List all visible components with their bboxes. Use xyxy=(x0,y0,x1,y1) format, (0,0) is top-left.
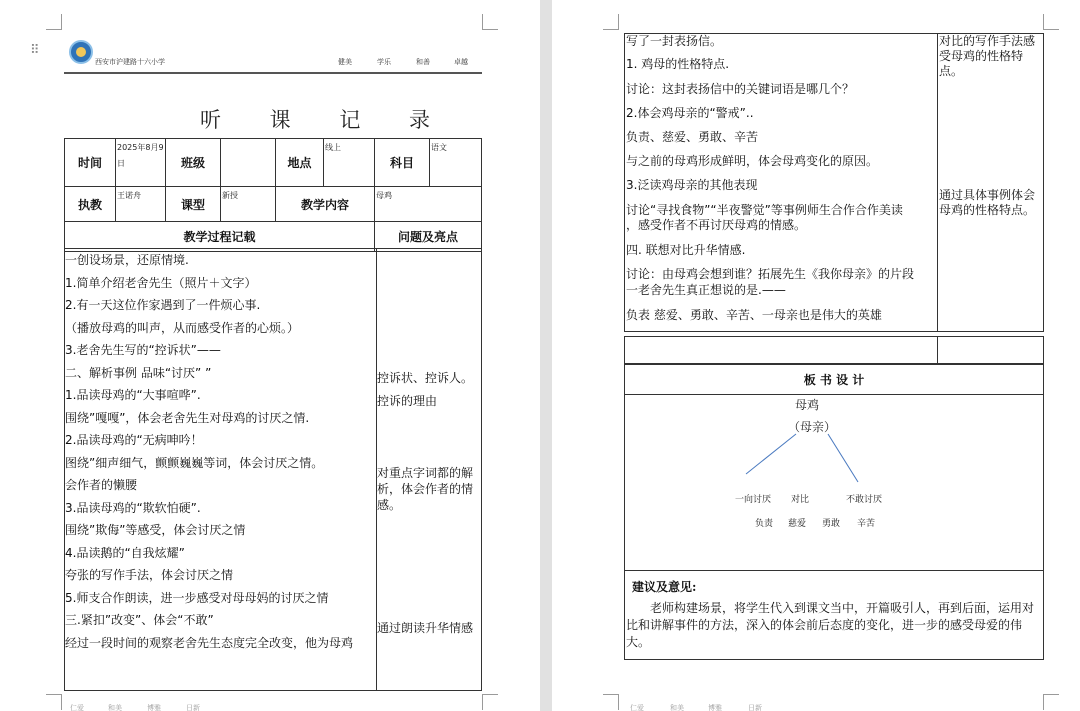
process-line: 与之前的母鸡形成鲜明，体会母鸡变化的原因。 xyxy=(626,154,879,168)
process-line: 一创设场景，还原情境. xyxy=(65,253,189,267)
process-line: 3.泛读鸡母亲的其他表现 xyxy=(626,178,758,192)
process-line: 讨论：这封表扬信中的关键词语是哪几个？ xyxy=(626,82,855,96)
crop-mark xyxy=(482,14,498,30)
board-top: 母鸡 xyxy=(795,398,820,412)
crop-mark xyxy=(603,14,619,30)
info-table xyxy=(64,138,482,252)
crop-mark xyxy=(1043,14,1059,30)
connector-line-right xyxy=(828,434,858,482)
time-label: 时间 xyxy=(65,139,116,187)
board-header: 板 书 设 计 xyxy=(625,365,1044,395)
teacher-value[interactable]: 王诺舟 xyxy=(116,187,166,222)
content-label: 教学内容 xyxy=(276,187,375,222)
process-line: 围绕”嘎嘎”，体会老舍先生对母鸡的讨厌之情. xyxy=(65,410,310,425)
school-logo xyxy=(69,40,93,64)
process-header: 教学过程记载 xyxy=(65,222,375,252)
crop-mark xyxy=(46,14,62,30)
crop-mark xyxy=(603,694,619,710)
advice-label: 建议及意见: xyxy=(632,580,697,594)
process-line: 1. 鸡母的性格特点. xyxy=(626,57,730,71)
footer-word: 和美 xyxy=(108,704,122,711)
footer-word: 仁爱 xyxy=(70,704,84,711)
process-line: 3.品读母鸡的“欺软怕硬”. xyxy=(65,500,201,515)
process-line: 二、解析事例 品味“讨厌” ” xyxy=(65,365,212,380)
process-line: 1.品读母鸡的“大事喧哗”. xyxy=(65,388,201,402)
footer-word: 和美 xyxy=(670,704,684,711)
board-trait: 勇敢 xyxy=(822,519,841,529)
footer-word: 日新 xyxy=(748,704,762,711)
title-char: 听 xyxy=(200,108,221,132)
teacher-label: 执教 xyxy=(65,187,116,222)
blank-cell[interactable] xyxy=(625,337,938,364)
school-name: 西安市沪建路十六小学 xyxy=(95,58,165,66)
drag-handle-icon[interactable]: ⠿ xyxy=(30,43,40,58)
process-line: 5.师支合作朗读，进一步感受对母母妈的讨厌之情 xyxy=(65,590,329,605)
process-line: 负表 慈爱、勇敢、辛苦、一母亲也是伟大的英雄 xyxy=(626,308,882,322)
type-label: 课型 xyxy=(166,187,221,222)
process-line: 讨论：由母鸡会想到谁？拓展先生《我你母亲》的片段 xyxy=(626,267,915,281)
process-line: 经过一段时间的观察老舍先生态度完全改变，他为母鸡 xyxy=(65,635,354,650)
process-line: 3.老舍先生写的“控诉状”—— xyxy=(65,343,221,357)
page-gutter xyxy=(540,0,552,711)
connector-line-left xyxy=(746,434,796,474)
board-trait: 负责 xyxy=(755,519,774,529)
page-title xyxy=(200,104,430,134)
process-line: 讨论“寻找食物”“半夜警觉”等事例师生合作合作美读 xyxy=(626,203,903,217)
board-trait: 慈爱 xyxy=(788,519,807,529)
blank-row-table xyxy=(624,336,1044,364)
process-line: 2.品读母鸡的“无病呻吟！ xyxy=(65,433,203,447)
notes-header: 问题及亮点 xyxy=(375,222,482,252)
note-text: 控诉的理由 xyxy=(377,394,438,408)
class-label: 班级 xyxy=(166,139,221,187)
process-line: 负责、慈爱、勇敢、辛苦 xyxy=(626,130,759,144)
advice-text: 老师构建场景，将学生代入到课文当中，开篇吸引人，再到后面，运用对比和讲解事件的方法，深入的体会前后态度的变化，进一步的感受母爱的伟大。 xyxy=(626,601,1035,649)
footer-word: 日新 xyxy=(186,704,200,711)
note-text: 通过朗读升华情感 xyxy=(377,621,474,635)
process-line: （播放母鸡的叫声，从而感受作者的心烦。） xyxy=(65,320,300,335)
note-text: 通过具体事例体会母鸡的性格特点。 xyxy=(939,188,1036,217)
process-line: 2.体会鸡母亲的“警戒”.. xyxy=(626,106,754,120)
place-value[interactable]: 线上 xyxy=(324,139,375,187)
board-right: 不敢讨厌 xyxy=(846,495,883,505)
place-label: 地点 xyxy=(276,139,324,187)
process-line: 1.简单介绍老舍先生（照片＋文字） xyxy=(65,275,257,290)
motto-word: 健美 xyxy=(338,58,352,66)
title-char: 课 xyxy=(269,108,291,132)
footer-word: 仁爱 xyxy=(630,704,644,711)
process-line: 围绕”欺侮”等感受，体会讨厌之情 xyxy=(65,523,246,537)
process-line: 图绕”细声细气，颤颤巍巍等词，体会讨厌之情。 xyxy=(65,455,324,470)
footer-word: 博雅 xyxy=(147,704,161,711)
footer-word: 博雅 xyxy=(708,704,722,711)
motto-word: 和善 xyxy=(416,58,430,66)
motto-word: 学乐 xyxy=(377,58,391,66)
board-left: 一向讨厌 xyxy=(735,495,772,505)
board-mid: 对比 xyxy=(791,495,810,505)
title-char: 记 xyxy=(339,108,361,132)
class-value[interactable] xyxy=(221,139,276,187)
process-line: 2.有一天这位作家遇到了一件烦心事. xyxy=(65,298,261,312)
type-value[interactable]: 新授 xyxy=(221,187,276,222)
blank-cell[interactable] xyxy=(938,337,1044,364)
process-line: 4.品读鹅的“自我炫耀” xyxy=(65,545,185,560)
title-char: 录 xyxy=(408,108,430,132)
process-line: 三.紧扣”改变”、体会“不敢” xyxy=(65,613,214,627)
note-text: 控诉状、控诉人。 xyxy=(377,371,474,385)
process-line: 会作者的懒腰 xyxy=(65,478,138,492)
process-body[interactable] xyxy=(65,249,377,691)
motto-word: 卓越 xyxy=(454,58,468,66)
crop-mark xyxy=(46,694,62,710)
process-line: 一老舍先生真正想说的是.—— xyxy=(626,283,786,297)
board-trait: 辛苦 xyxy=(857,519,876,529)
board-sub: （母亲） xyxy=(788,420,837,434)
time-value[interactable]: 2025年8月9日 xyxy=(116,139,166,187)
content-value[interactable]: 母鸡 xyxy=(375,187,482,222)
process-line: 夸张的写作手法，体会讨厌之情 xyxy=(65,568,234,582)
process-line: ，感受作者不再讨厌母鸡的情感。 xyxy=(626,218,807,232)
header-rule xyxy=(64,72,482,74)
crop-mark xyxy=(482,694,498,710)
note-text: 对重点字词都的解析，体会作者的情感。 xyxy=(377,466,474,512)
process-line: 四. 联想对比升华情感. xyxy=(626,243,746,257)
note-text: 对比的写作手法感受母鸡的性格特点。 xyxy=(939,34,1036,78)
subject-label: 科目 xyxy=(375,139,430,187)
crop-mark xyxy=(1043,694,1059,710)
subject-value[interactable]: 语文 xyxy=(430,139,482,187)
board-connector-lines xyxy=(740,430,870,485)
process-line: 写了一封表扬信。 xyxy=(626,34,723,48)
